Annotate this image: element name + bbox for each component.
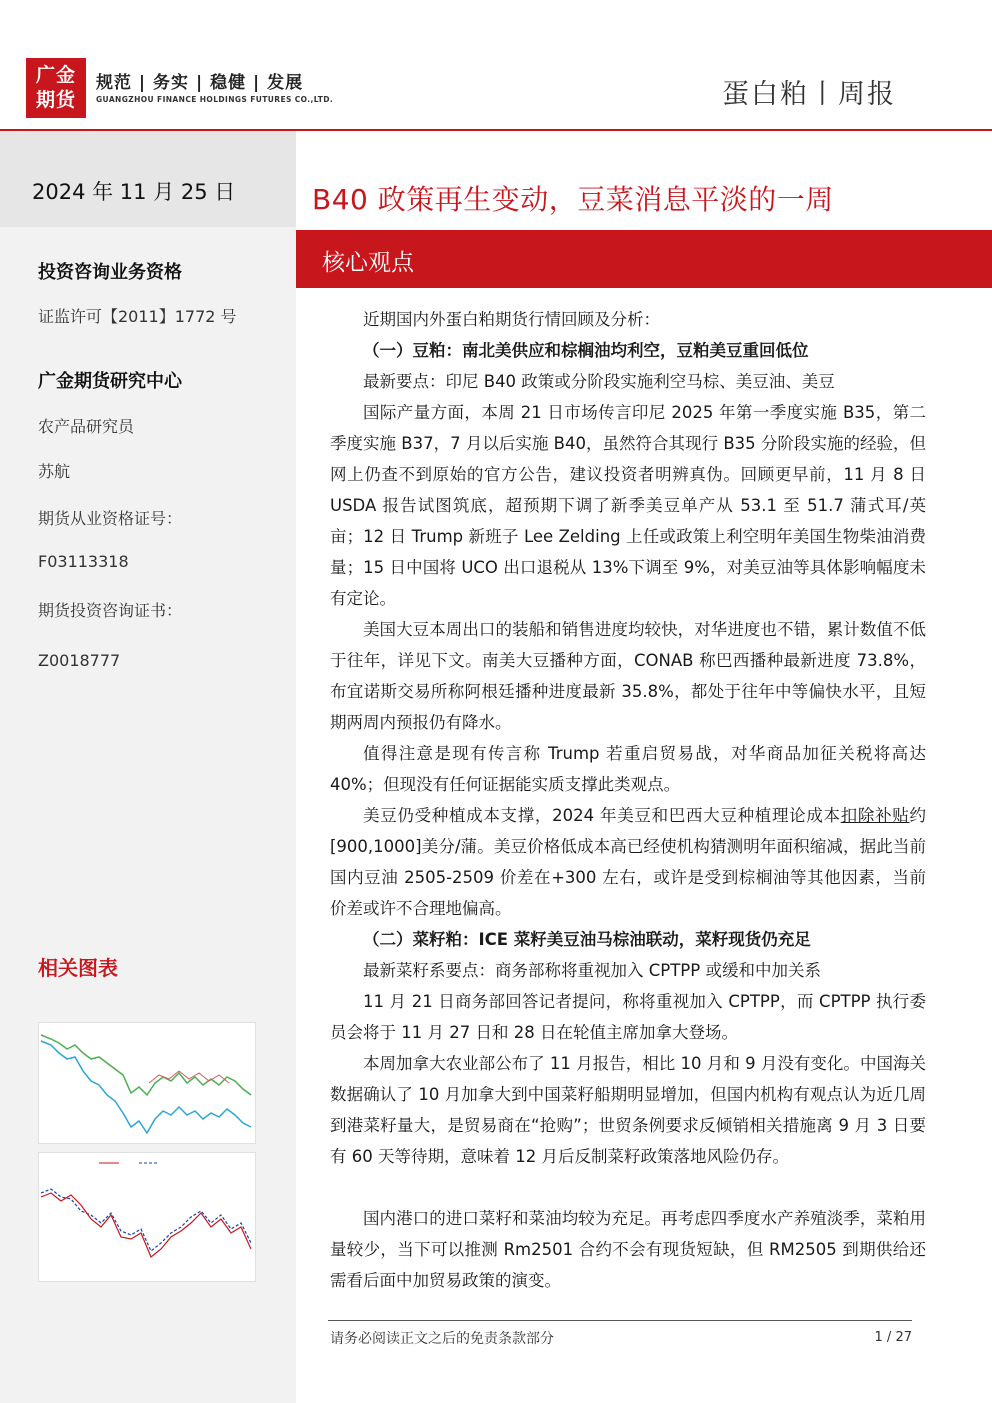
futures-cert-label: 期货从业资格证号： [38, 509, 183, 528]
page-header [0, 0, 992, 130]
page-number: 1 / 27 [874, 1330, 912, 1345]
company-slogan: 规范 | 务实 | 稳健 | 发展 [96, 73, 304, 93]
section-1-heading: （一）豆粕：南北美供应和棕榈油均利空，豆粕美豆重回低位 [363, 341, 809, 360]
section-1-paragraph-1: 国际产量方面，本周 21 日市场传言印尼 2025 年第一季度实施 B35，第二季度实施 B37，7 月以后实施 B40，虽然符合其现行 B35 分阶段实施的经验，但网上仍查不到原始的官方公告，建议投资者明辨真伪。回顾更早前，11 月 8 日 USDA 报告试图筑底，超预期下调了新季美豆单产从 53.1 至 51.7 蒲式耳/英亩；12 日 Trump 新班子 Lee Zelding 上任或政策上利空明年美国生物柴油消费量；15 日中国将 UCO 出口退税从 13%下调至 9%，对美豆油等具体影响幅度未有定论。 [330, 403, 926, 608]
footer-divider [328, 1320, 912, 1321]
company-logo [26, 58, 86, 118]
report-type: 蛋白粕丨周报 [722, 79, 896, 110]
analyst-role: 农产品研究员 [38, 417, 135, 436]
related-charts-heading: 相关图表 [38, 956, 118, 980]
report-title: B40 政策再生变动，豆菜消息平淡的一周 [312, 183, 834, 216]
analyst-name: 苏航 [38, 462, 71, 481]
futures-cert-number: F03113318 [38, 552, 129, 571]
chart-thumbnail-2 [38, 1152, 256, 1282]
advisory-cert-label: 期货投资咨询证书： [38, 601, 183, 620]
section-1-key-point: 最新要点：印尼 B40 政策或分阶段实施利空马棕、美豆油、美豆 [363, 372, 835, 391]
core-view-label: 核心观点 [322, 250, 414, 276]
section-2-key-point: 最新菜籽系要点：商务部称将重视加入 CPTPP 或缓和中加关系 [363, 961, 821, 980]
deduct-subsidy-text: 扣除补贴 [840, 806, 910, 825]
section-2-heading: （二）菜籽粕：ICE 菜籽美豆油马棕油联动，菜籽现货仍充足 [363, 930, 811, 949]
section-1-paragraph-4 [330, 800, 926, 924]
section-2-paragraph-3: 国内港口的进口菜籽和菜油均较为充足。再考虑四季度水产养殖淡季，菜粕用量较少，当下可以推测 Rm2501 合约不会有现货短缺，但 RM2505 到期供给还需看后面中加贸易政策的演变。 [330, 1209, 926, 1290]
logo-line-1: 广金 [35, 64, 76, 86]
chart-thumbnail-2-graphic [39, 1153, 255, 1281]
qualification-title: 投资咨询业务资格 [38, 262, 182, 283]
intro-paragraph: 近期国内外蛋白粕期货行情回顾及分析： [363, 310, 660, 329]
disclaimer-note: 请务必阅读正文之后的免责条款部分 [330, 1331, 554, 1347]
logo-line-2: 期货 [35, 89, 76, 111]
advisory-cert-number: Z0018777 [38, 651, 121, 670]
section-1-paragraph-2: 美国大豆本周出口的装船和销售进度均较快，对华进度也不错，累计数值不低于往年，详见下文。南美大豆播种方面，CONAB 称巴西播种最新进度 73.8%，布宜诺斯交易所称阿根廷播种进度最新 35.8%，都处于往年中等偏快水平，且短期两周内预报仍有降水。 [330, 620, 926, 732]
report-date: 2024 年 11 月 25 日 [32, 180, 236, 204]
section-2-paragraph-2: 本周加拿大农业部公布了 11 月报告，相比 10 月和 9 月没有变化。中国海关数据确认了 10 月加拿大到中国菜籽船期明显增加，但国内机构有观点认为近几周到港菜籽量大，是贸易商在“抢购”；世贸条例要求反倾销相关措施离 9 月 3 日要有 60 天等待期，意味着 12 月后反制菜籽政策落地风险仍存。 [330, 1054, 926, 1166]
cost-text-start: 美豆仍受种植成本支撑，2024 年美豆和巴西大豆种植理论成本 [363, 806, 841, 825]
license-number: 证监许可【2011】1772 号 [38, 307, 237, 326]
chart-thumbnail-1-graphic [39, 1023, 255, 1143]
section-1-paragraph-3: 值得注意是现有传言称 Trump 若重启贸易战，对华商品加征关税将高达 40%；但现没有任何证据能实质支撑此类观点。 [330, 744, 926, 794]
research-center-title: 广金期货研究中心 [38, 371, 182, 392]
cost-text-end: 约[900,1000]美分/蒲。美豆价格低成本高已经使机构猜测明年面积缩减，据此当前国内豆油 2505-2509 价差在+300 左右，或许是受到棕榈油等其他因素，当前价差或许不合理地偏高。 [330, 806, 927, 918]
company-english-name: GUANGZHOU FINANCE HOLDINGS FUTURES CO.,LTD. [96, 95, 334, 104]
section-2-paragraph-1: 11 月 21 日商务部回答记者提问，称将重视加入 CPTPP，而 CPTPP 执行委员会将于 11 月 27 日和 28 日在轮值主席加拿大登场。 [330, 992, 926, 1042]
chart-thumbnail-1 [38, 1022, 256, 1144]
